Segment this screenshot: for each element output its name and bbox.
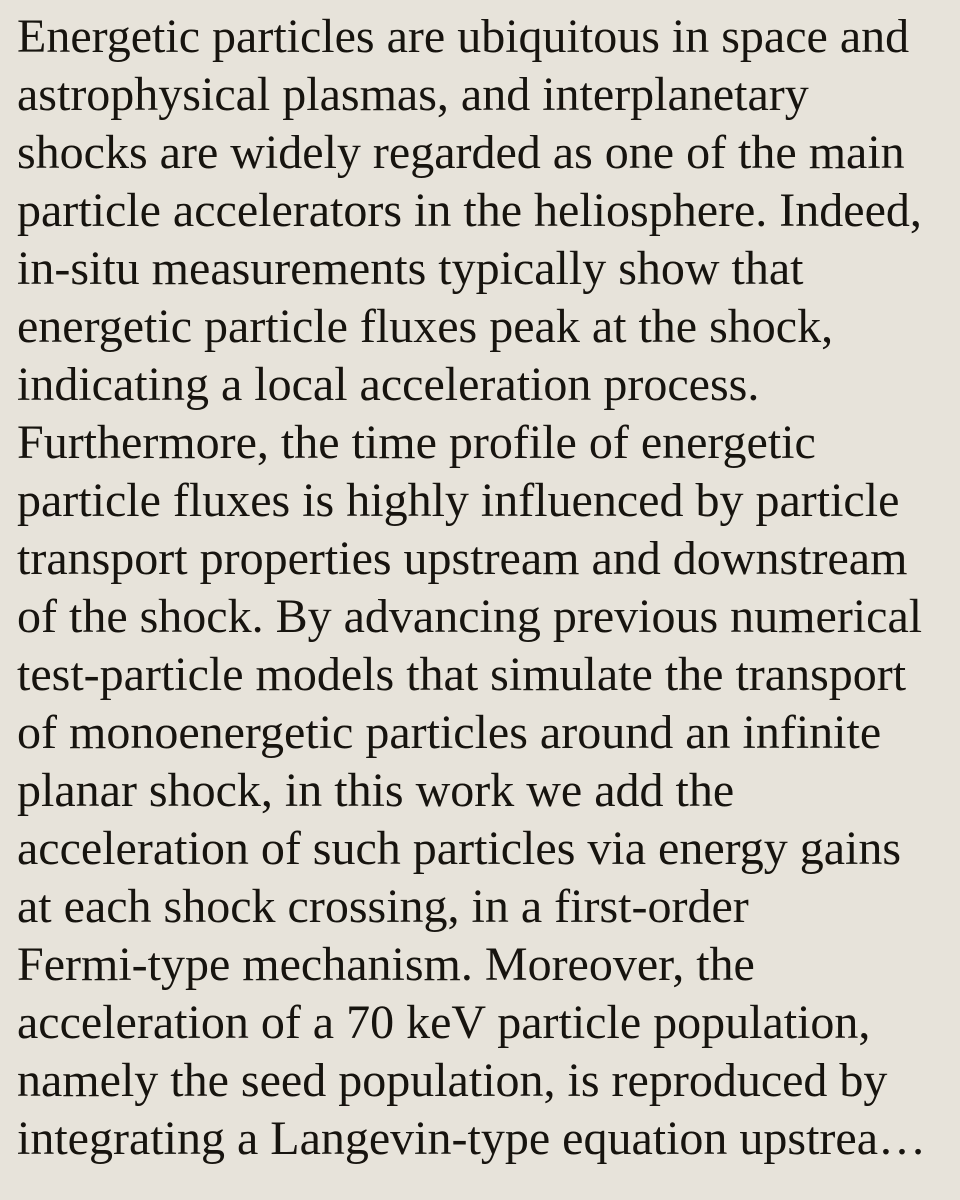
abstract-line: acceleration of a 70 keV particle population, — [17, 996, 871, 1049]
abstract-line: of the shock. By advancing previous numerical — [17, 590, 923, 643]
abstract-line: Fermi-type mechanism. Moreover, the — [17, 938, 755, 991]
abstract-line: particle accelerators in the heliosphere. Indeed, — [17, 184, 922, 237]
abstract-line: energetic particle fluxes peak at the shock, — [17, 300, 834, 353]
abstract-line: acceleration of such particles via energy gains — [17, 822, 902, 875]
abstract-line: transport properties upstream and downstream — [17, 532, 908, 585]
abstract-line: of monoenergetic particles around an infinite — [17, 706, 882, 759]
abstract-line: astrophysical plasmas, and interplanetary — [17, 68, 809, 121]
abstract-line: namely the seed population, is reproduced by — [17, 1054, 888, 1107]
abstract-line: Energetic particles are ubiquitous in space and — [17, 10, 910, 63]
abstract-line: Furthermore, the time profile of energetic — [17, 416, 816, 469]
abstract-line: test-particle models that simulate the transport — [17, 648, 907, 701]
abstract-line: at each shock crossing, in a first-order — [17, 880, 749, 933]
abstract-line: shocks are widely regarded as one of the main — [17, 126, 905, 179]
abstract-line: integrating a Langevin-type equation upstrea… — [17, 1112, 927, 1165]
abstract-line: in-situ measurements typically show that — [17, 242, 804, 295]
abstract-line: indicating a local acceleration process. — [17, 358, 760, 411]
abstract-line: planar shock, in this work we add the — [17, 764, 735, 817]
abstract-text — [17, 8, 960, 1168]
abstract-line: particle fluxes is highly influenced by particle — [17, 474, 900, 527]
